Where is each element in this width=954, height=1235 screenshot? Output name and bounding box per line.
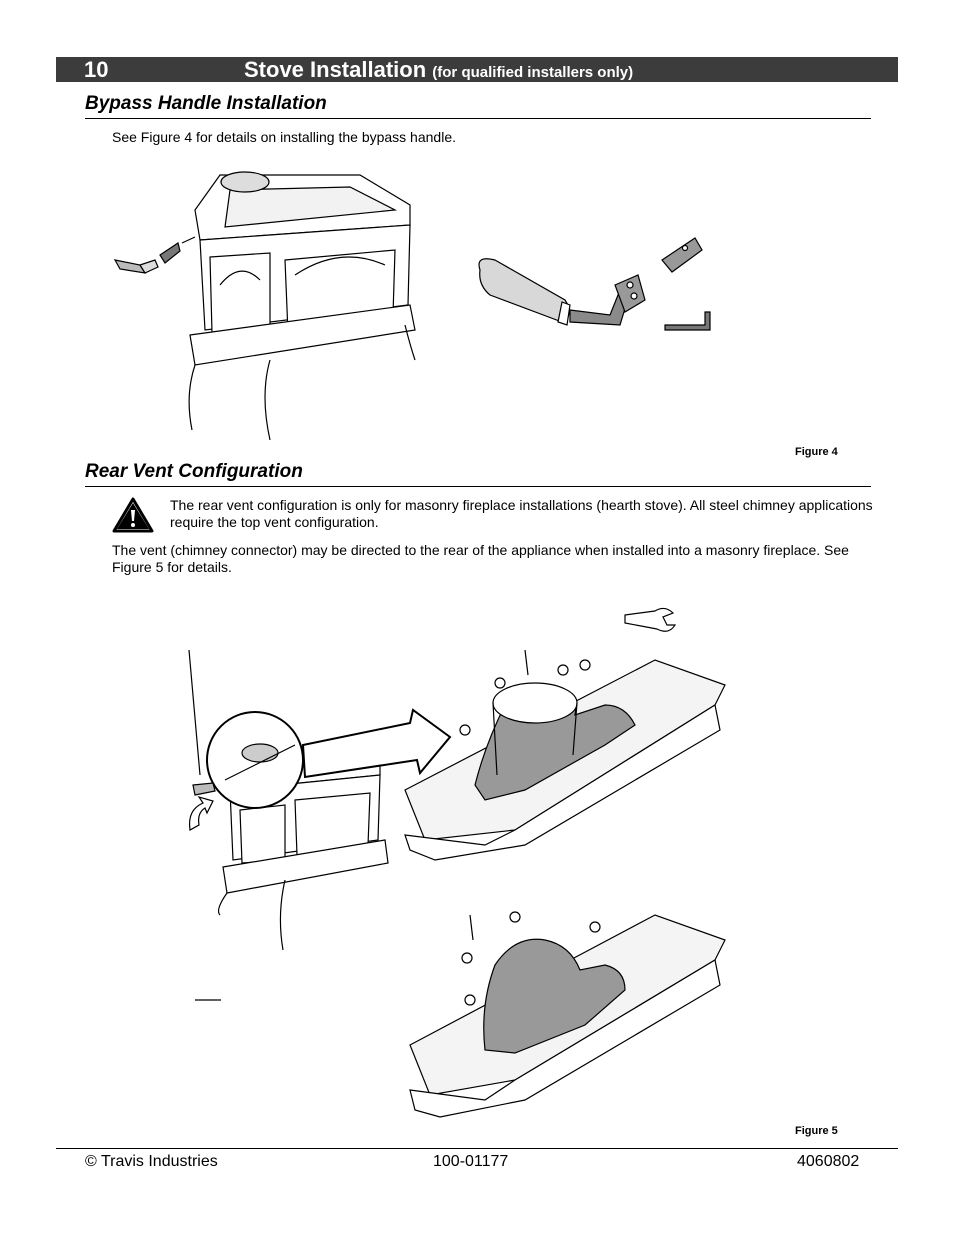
- page-title-main: Stove Installation: [244, 57, 427, 82]
- bypass-heading: Bypass Handle Installation: [85, 93, 327, 114]
- rear-vent-warning-text: The rear vent configuration is only for masonry fireplace installations (hearth stove). All steel chimney applications require the top vent configuration.: [170, 497, 873, 530]
- header-bar: [56, 57, 898, 82]
- bypass-heading-rule: [85, 118, 871, 119]
- figure-5-rear-vent-drawing: [185, 605, 745, 1125]
- warning-triangle-icon: [112, 497, 154, 533]
- figure-4-caption: Figure 4: [795, 446, 838, 458]
- page-number: 10: [84, 57, 109, 82]
- footer-copyright: © Travis Industries: [85, 1153, 218, 1170]
- footer-doc-number: 100-01177: [433, 1153, 509, 1170]
- page-title-subtitle: (for qualified installers only): [432, 64, 634, 81]
- page-title: [244, 57, 633, 85]
- footer-rule: [56, 1148, 898, 1149]
- rear-vent-heading: Rear Vent Configuration: [85, 461, 303, 482]
- figure-4-handle-parts: [470, 230, 730, 360]
- rear-vent-heading-rule: [85, 486, 871, 487]
- rear-vent-text: The vent (chimney connector) may be directed to the rear of the appliance when installed into a masonry fireplace. See Figure 5 for details.: [112, 542, 849, 575]
- figure-4-stove-drawing: [110, 165, 430, 445]
- footer-date-code: 4060802: [797, 1153, 860, 1170]
- figure-5-caption: Figure 5: [795, 1125, 838, 1137]
- bypass-text: See Figure 4 for details on installing the bypass handle.: [112, 129, 456, 145]
